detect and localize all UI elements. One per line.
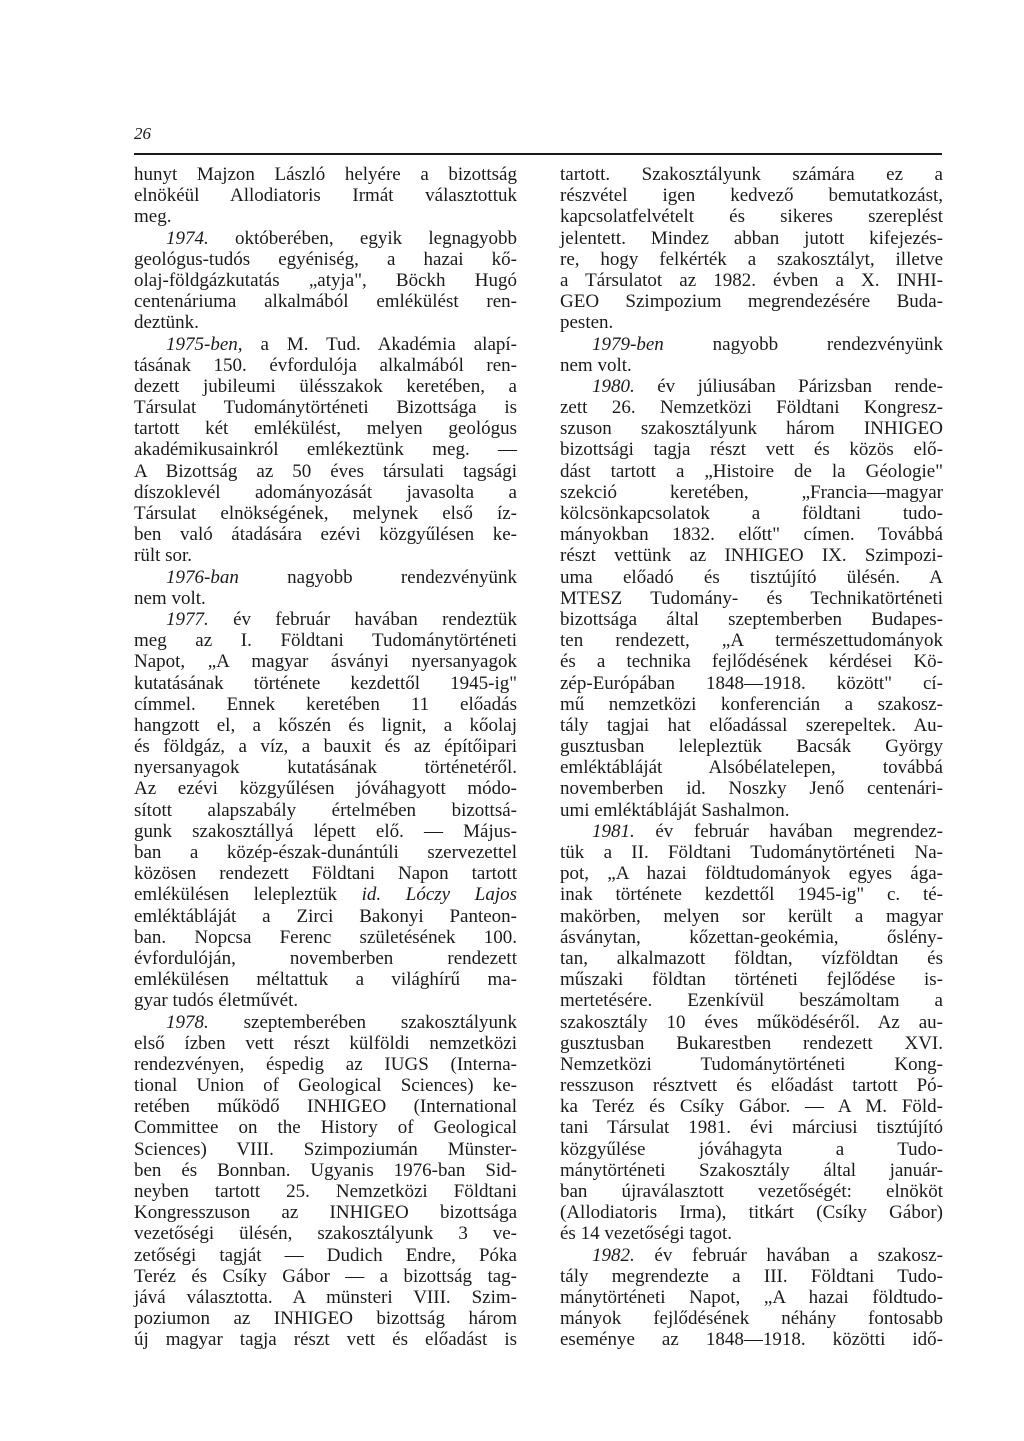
text-segment: eseménye az 1848—1918. közötti idő- [560, 1329, 943, 1351]
italic-text: 1977. [166, 608, 209, 630]
text-segment: gusztusban Bukarestben rendezett XVI. [560, 1032, 943, 1054]
text-segment: resszuson résztvett és előadást tartott Pó- [560, 1075, 943, 1097]
text-line [560, 673, 943, 694]
text-line [134, 969, 517, 990]
text-line [134, 736, 517, 757]
text-line [134, 164, 517, 185]
text-line [134, 249, 517, 270]
italic-text: id. Lóczy Lajos [361, 884, 517, 906]
text-line [560, 185, 943, 206]
text-line [134, 206, 517, 227]
text-line [560, 503, 943, 524]
text-segment: díszoklevél adományozását javasolta a [134, 481, 517, 503]
text-segment: bizottsága által szeptemberben Budapes- [560, 608, 943, 630]
text-line [560, 1096, 943, 1117]
text-segment: nyersanyagok kutatásának történetéről. [134, 757, 517, 779]
text-segment: Társulat Tudománytörténeti Bizottsága is [134, 397, 517, 419]
text-segment: műszaki földtan történeti fejlődése is- [560, 969, 943, 991]
text-segment: szuson szakosztályunk három INHIGEO [560, 418, 943, 440]
italic-text: 1975-ben, [166, 333, 243, 355]
text-segment: zép-Európában 1848—1918. között" cí- [560, 672, 943, 694]
text-line [134, 334, 517, 355]
text-line [134, 1202, 517, 1223]
text-line [560, 461, 943, 482]
text-line [134, 418, 517, 439]
text-line [134, 673, 517, 694]
italic-text: 1976-ban [166, 566, 239, 588]
text-segment: Sciences) VIII. Szimpoziumán Münster- [134, 1138, 517, 1160]
text-segment: Committee on the History of Geological [134, 1117, 517, 1139]
text-segment: nagyobb rendezvényünk [663, 333, 943, 355]
text-segment: a Társulatot az 1982. évben a X. INHI- [560, 269, 943, 291]
text-line [560, 1308, 943, 1329]
text-line [560, 1245, 943, 1266]
text-line [134, 1308, 517, 1329]
text-segment: umi emléktábláját Sashalmon. [560, 799, 790, 821]
text-line [134, 439, 517, 460]
header-rule [134, 153, 942, 155]
text-segment: dást tartott a „Histoire de la Géologie" [560, 460, 943, 482]
text-segment: tional Union of Geological Sciences) ke- [134, 1075, 517, 1097]
text-segment: pesten. [560, 312, 614, 334]
text-line [560, 927, 943, 948]
text-line [560, 1033, 943, 1054]
text-segment: Napot, „A magyar ásványi nyersanyagok [134, 651, 517, 673]
text-segment: geológus-tudós egyéniség, a hazai kő- [134, 248, 517, 270]
text-segment: re, hogy felkérték a szakosztályt, illetve [560, 248, 943, 270]
text-segment: gunk szakosztállyá lépett elő. — Május- [134, 820, 517, 842]
text-segment: bizottsági tagja részt vett és közös elő- [560, 439, 943, 461]
page-number: 26 [134, 124, 151, 143]
text-segment: mű nemzetközi konferencián a szakosz- [560, 693, 943, 715]
text-line [560, 291, 943, 312]
text-line [560, 842, 943, 863]
text-line [134, 1033, 517, 1054]
text-line [560, 164, 943, 185]
text-segment: makörben, melyen sor került a magyar [560, 905, 943, 927]
text-line [560, 567, 943, 588]
text-line [560, 545, 943, 566]
text-line [560, 863, 943, 884]
text-line [560, 355, 943, 376]
text-segment: tály tagjai hat előadással szerepeltek. Au- [560, 714, 943, 736]
text-segment: akadémikusainkról emlékeztünk meg. — [134, 439, 517, 461]
text-line [560, 609, 943, 630]
text-segment: a M. Tud. Akadémia alapí- [242, 333, 517, 355]
text-line [560, 651, 943, 672]
text-line [134, 630, 517, 651]
text-segment: közösen rendezett Földtani Napon tartott [134, 863, 517, 885]
text-segment: meg. [134, 206, 172, 228]
text-segment: nem volt. [560, 354, 632, 376]
text-line [134, 1181, 517, 1202]
text-segment: mertetésére. Ezenkívül beszámoltam a [560, 990, 943, 1012]
text-line [560, 1160, 943, 1181]
text-line [560, 757, 943, 778]
text-segment: mányokban 1832. előtt" címen. Továbbá [560, 524, 943, 546]
text-segment: ban a közép-észak-dunántúli szervezettel [134, 842, 517, 863]
text-segment: mánytörténeti Szakosztály által január- [560, 1159, 943, 1181]
text-line [560, 270, 943, 291]
text-column-right [560, 164, 943, 1351]
text-segment: poziumon az INHIGEO bizottság három [134, 1308, 517, 1330]
text-segment: Az ezévi közgyűlésen jóváhagyott módo- [134, 778, 517, 800]
text-segment: év júliusában Párizsban rende- [634, 375, 943, 397]
text-segment: és földgáz, a víz, a bauxit és az építőipari [134, 736, 517, 758]
text-segment: emléktábláját Alsóbélatelepen, továbbá [560, 757, 943, 779]
text-line [560, 418, 943, 439]
text-segment: részt vettünk az INHIGEO IX. Szimpozi- [560, 545, 943, 567]
text-segment: részvétel igen kedvező bemutatkozást, [560, 185, 943, 207]
text-line [134, 863, 517, 884]
text-line [134, 927, 517, 948]
text-segment: tály megrendezte a III. Földtani Tudo- [560, 1265, 943, 1287]
text-line [134, 503, 517, 524]
text-line [134, 1075, 517, 1096]
italic-text: 1980. [592, 375, 635, 397]
text-line [560, 1202, 943, 1223]
italic-text: 1981. [592, 820, 635, 842]
text-line [134, 1139, 517, 1160]
text-line [560, 312, 943, 333]
text-segment: mánytörténeti Napot, „A hazai földtudo- [560, 1286, 943, 1308]
text-line [134, 1117, 517, 1138]
text-segment: ban. Nopcsa Ferenc születésének 100. [134, 926, 517, 948]
text-line [134, 1012, 517, 1033]
text-line [134, 1287, 517, 1308]
text-segment: gusztusban lelepleztük Bacsák György [560, 736, 943, 758]
text-line [134, 228, 517, 249]
text-line [134, 948, 517, 969]
italic-text: 1982. [592, 1244, 635, 1266]
text-segment: olaj-földgázkutatás „atyja", Böckh Hugó [134, 269, 517, 291]
text-line [560, 884, 943, 905]
text-segment: dezett jubileumi ülésszakok keretében, a [134, 375, 517, 397]
text-segment: pot, „A hazai földtudományok egyes ága- [560, 863, 943, 885]
text-line [134, 694, 517, 715]
text-segment: emlékülésen lelepleztük [134, 884, 362, 906]
text-segment: nagyobb rendezvényünk [238, 566, 517, 588]
text-line [560, 990, 943, 1011]
text-segment: meg az I. Földtani Tudománytörténeti [134, 630, 517, 652]
text-segment: új magyar tagja részt vett és előadást is [134, 1329, 517, 1351]
text-segment: hangzott el, a kőszén és lignit, a kőolaj [134, 714, 517, 736]
text-line [134, 270, 517, 291]
text-line [560, 1075, 943, 1096]
text-line [560, 249, 943, 270]
text-segment: tani Társulat 1981. évi márciusi tisztújító [560, 1117, 943, 1139]
text-line [134, 1245, 517, 1266]
text-line [134, 355, 517, 376]
text-segment: uma előadó és tisztújító ülésén. A [560, 566, 943, 588]
text-segment: jelentett. Mindez abban jutott kifejezés- [560, 227, 943, 249]
text-line [560, 1287, 943, 1308]
italic-text: 1974. [166, 227, 209, 249]
text-segment: kutatásának története kezdettől 1945-ig" [134, 672, 517, 694]
text-line [134, 906, 517, 927]
text-line [134, 842, 517, 863]
text-line [134, 715, 517, 736]
text-segment: Nemzetközi Tudománytörténeti Kong- [560, 1053, 943, 1075]
text-line [560, 1329, 943, 1350]
text-segment: mányok fejlődésének néhány fontosabb [560, 1308, 943, 1330]
text-segment: ben való átadására ezévi közgyűlésen ke- [134, 524, 517, 546]
text-line [134, 397, 517, 418]
text-line [134, 651, 517, 672]
text-line [560, 906, 943, 927]
text-line [134, 588, 517, 609]
text-segment: zetőségi tagját — Dudich Endre, Póka [134, 1244, 517, 1266]
text-segment: kölcsönkapcsolatok a földtani tudo- [560, 503, 943, 524]
text-line [134, 821, 517, 842]
text-line [560, 694, 943, 715]
text-segment: és 14 vezetőségi tagot. [560, 1223, 733, 1245]
text-segment: kapcsolatfelvételt és sikeres szereplést [560, 206, 943, 228]
text-line [134, 884, 517, 905]
text-segment: ban újraválasztott vezetőségét: elnököt [560, 1181, 943, 1202]
text-line [134, 1160, 517, 1181]
text-line [560, 376, 943, 397]
text-segment: és a technika fejlődésének kérdései Kö- [560, 651, 943, 673]
text-segment: emléktábláját a Zirci Bakonyi Panteon- [134, 905, 517, 927]
text-line [134, 291, 517, 312]
text-segment: gyar tudós életművét. [134, 990, 299, 1012]
text-segment: emlékülésen méltattuk a világhírű ma- [134, 969, 517, 991]
text-line [560, 969, 943, 990]
text-line [134, 1266, 517, 1287]
text-segment: A Bizottság az 50 éves társulati tagsági [134, 460, 517, 482]
text-line [560, 1181, 943, 1202]
text-segment: centenáriuma alkalmából emlékülést ren- [134, 291, 517, 313]
text-line [134, 757, 517, 778]
text-line [560, 1012, 943, 1033]
text-line [134, 461, 517, 482]
text-line [134, 800, 517, 821]
text-line [134, 312, 517, 333]
text-segment: nem volt. [134, 587, 206, 609]
text-segment: Teréz és Csíky Gábor — a bizottság tag- [134, 1265, 517, 1287]
text-line [134, 482, 517, 503]
text-line [560, 1117, 943, 1138]
text-segment: jává választotta. A münsteri VIII. Szim- [134, 1286, 517, 1308]
text-segment: ten rendezett, „A természettudományok [560, 630, 943, 652]
text-segment: GEO Szimpozium megrendezésére Buda- [560, 291, 943, 313]
text-segment: októberében, egyik legnagyobb [208, 227, 517, 249]
text-segment: rendezvényen, éspedig az IUGS (Interna- [134, 1053, 517, 1075]
text-column-left [134, 164, 517, 1351]
text-segment: Kongresszuson az INHIGEO bizottsága [134, 1202, 517, 1224]
text-segment: MTESZ Tudomány- és Technikatörténeti [560, 587, 943, 609]
text-line [560, 1139, 943, 1160]
text-segment: tartott. Szakosztályunk számára ez a [560, 164, 943, 185]
text-line [134, 990, 517, 1011]
text-line [134, 524, 517, 545]
text-line [560, 778, 943, 799]
text-segment: tan, alkalmazott földtan, vízföldtan és [560, 947, 943, 969]
text-line [134, 778, 517, 799]
text-line [134, 567, 517, 588]
text-line [560, 1223, 943, 1244]
text-segment: Társulat elnökségének, melynek első íz- [134, 503, 517, 524]
text-segment: deztünk. [134, 312, 199, 334]
text-line [560, 948, 943, 969]
text-segment: sított alapszabály értelmében bizottsá- [134, 799, 517, 821]
text-line [134, 185, 517, 206]
text-segment: évfordulóján, novemberben rendezett [134, 947, 517, 969]
text-segment: elnökéül Allodiatoris Irmát választottuk [134, 185, 517, 207]
text-segment: tük a II. Földtani Tudománytörténeti Na- [560, 842, 943, 863]
text-line [134, 1054, 517, 1075]
text-segment: év február havában megrendez- [634, 820, 943, 842]
text-segment: ásványtan, kőzettan-geokémia, őslény- [560, 926, 943, 948]
text-segment: ben és Bonnban. Ugyanis 1976-ban Sid- [134, 1159, 517, 1181]
text-line [560, 397, 943, 418]
text-line [560, 482, 943, 503]
text-segment: vezetőségi ülésén, szakosztályunk 3 ve- [134, 1223, 517, 1245]
text-line [560, 715, 943, 736]
text-segment: novemberben id. Noszky Jenő centenári- [560, 778, 943, 800]
text-line [560, 334, 943, 355]
text-line [560, 1054, 943, 1075]
text-line [134, 1096, 517, 1117]
text-line [560, 206, 943, 227]
italic-text: 1978. [166, 1011, 209, 1033]
text-line [134, 376, 517, 397]
text-line [560, 800, 943, 821]
text-segment: szekció keretében, „Francia—magyar [560, 481, 943, 503]
text-segment: tásának 150. évfordulója alkalmából ren- [134, 354, 517, 376]
text-line [134, 609, 517, 630]
text-segment: rült sor. [134, 545, 193, 567]
text-segment: zett 26. Nemzetközi Földtani Kongresz- [560, 397, 943, 419]
text-segment: közgyűlése jóváhagyta a Tudo- [560, 1138, 943, 1160]
text-segment: év február havában rendeztük [208, 608, 517, 630]
text-line [134, 1329, 517, 1350]
text-segment: tartott két emlékülést, melyen geológus [134, 418, 517, 440]
text-segment: címmel. Ennek keretében 11 előadás [134, 693, 517, 715]
text-segment: szakosztály 10 éves működéséről. Az au- [560, 1011, 943, 1033]
text-segment: neyben tartott 25. Nemzetközi Földtani [134, 1181, 517, 1202]
text-segment: szeptemberében szakosztályunk [208, 1011, 517, 1033]
text-line [134, 545, 517, 566]
text-line [560, 439, 943, 460]
text-line [560, 228, 943, 249]
text-segment: hunyt Majzon László helyére a bizottság [134, 164, 517, 185]
text-line [560, 821, 943, 842]
text-line [134, 1223, 517, 1244]
italic-text: 1979-ben [592, 333, 664, 355]
text-line [560, 524, 943, 545]
text-line [560, 588, 943, 609]
text-line [560, 736, 943, 757]
text-line [560, 630, 943, 651]
text-segment: retében működő INHIGEO (International [134, 1096, 517, 1118]
text-segment: (Allodiatoris Irma), titkárt (Csíky Gábor) [560, 1202, 943, 1224]
text-segment: első ízben vett részt külföldi nemzetközi [134, 1032, 517, 1054]
text-segment: év február havában a szakosz- [634, 1244, 943, 1266]
text-line [560, 1266, 943, 1287]
text-segment: ka Teréz és Csíky Gábor. — A M. Föld- [560, 1096, 943, 1118]
text-segment: inak története kezdettől 1945-ig" c. té- [560, 884, 943, 906]
